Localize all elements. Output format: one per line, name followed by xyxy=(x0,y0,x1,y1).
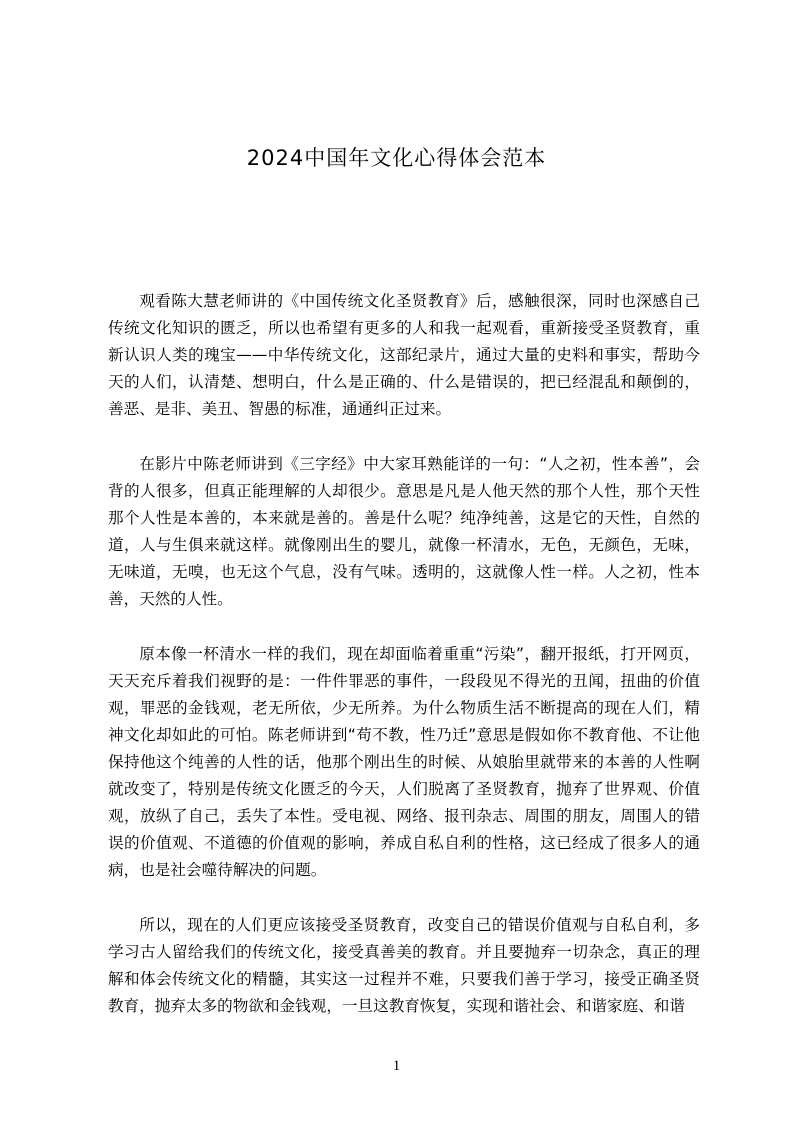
page-number: 1 xyxy=(392,1058,401,1074)
paragraph-4: 所以，现在的人们更应该接受圣贤教育，改变自己的错误价值观与自私自利，多学习古人留给我们的传统文化，接受真善美的教育。并且要抛弃一切杂念，真正的理解和体会传统文化的精髓，其实这一过程并不难，只要我们善于学习，接受正确圣贤教育，抛弃太多的物欲和金钱观，一旦这教育恢复，实现和谐社会、和谐家庭、和谐 xyxy=(108,916,700,1015)
document-title: 2024中国年文化心得体会范本 xyxy=(246,146,547,170)
paragraph-3: 原本像一杯清水一样的我们，现在却面临着重重“污染”，翻开报纸，打开网页，天天充斥着我们视野的是：一件件罪恶的事件，一段段见不得光的丑闻，扭曲的价值观，罪恶的金钱观，老无所依，少无所养。为什么物质生活不断提高的现在人们，精神文化却如此的可怕。陈老师讲到“苟不教，性乃迁”意思是假如你不教育他、不让他保持他这个纯善的人性的话，他那个刚出生的时候、从娘胎里就带来的本善的人性啊就改变了，特别是传统文化匮乏的今天，人们脱离了圣贤教育，抛弃了世界观、价值观，放纵了自己，丢失了本性。受电视、网络、报刊杂志、周围的朋友，周围人的错误的价值观、不道德的价值观的影响，养成自私自利的性格，这已经成了很多人的通病，也是社会噬待解决的问题。 xyxy=(108,645,700,879)
document-body xyxy=(108,288,700,1048)
paragraph-2: 在影片中陈老师讲到《三字经》中大家耳熟能详的一句：“人之初，性本善”，会背的人很多，但真正能理解的人却很少。意思是凡是人他天然的那个人性，那个天性那个人性是本善的，本来就是善的。善是什么呢？纯净纯善，这是它的天性，自然的道，人与生俱来就这样。就像刚出生的婴儿，就像一杯清水，无色，无颜色，无味，无味道，无嗅，也无这个气息，没有气味。透明的，这就像人性一样。人之初，性本善，天然的人性。 xyxy=(108,455,700,608)
paragraph-1: 观看陈大慧老师讲的《中国传统文化圣贤教育》后，感触很深，同时也深感自己传统文化知识的匮乏，所以也希望有更多的人和我一起观看，重新接受圣贤教育，重新认识人类的瑰宝——中华传统文化，这部纪录片，通过大量的史料和事实，帮助今天的人们，认清楚、想明白，什么是正确的、什么是错误的，把已经混乱和颠倒的，善恶、是非、美丑、智愚的标准，通通纠正过来。 xyxy=(108,292,700,418)
